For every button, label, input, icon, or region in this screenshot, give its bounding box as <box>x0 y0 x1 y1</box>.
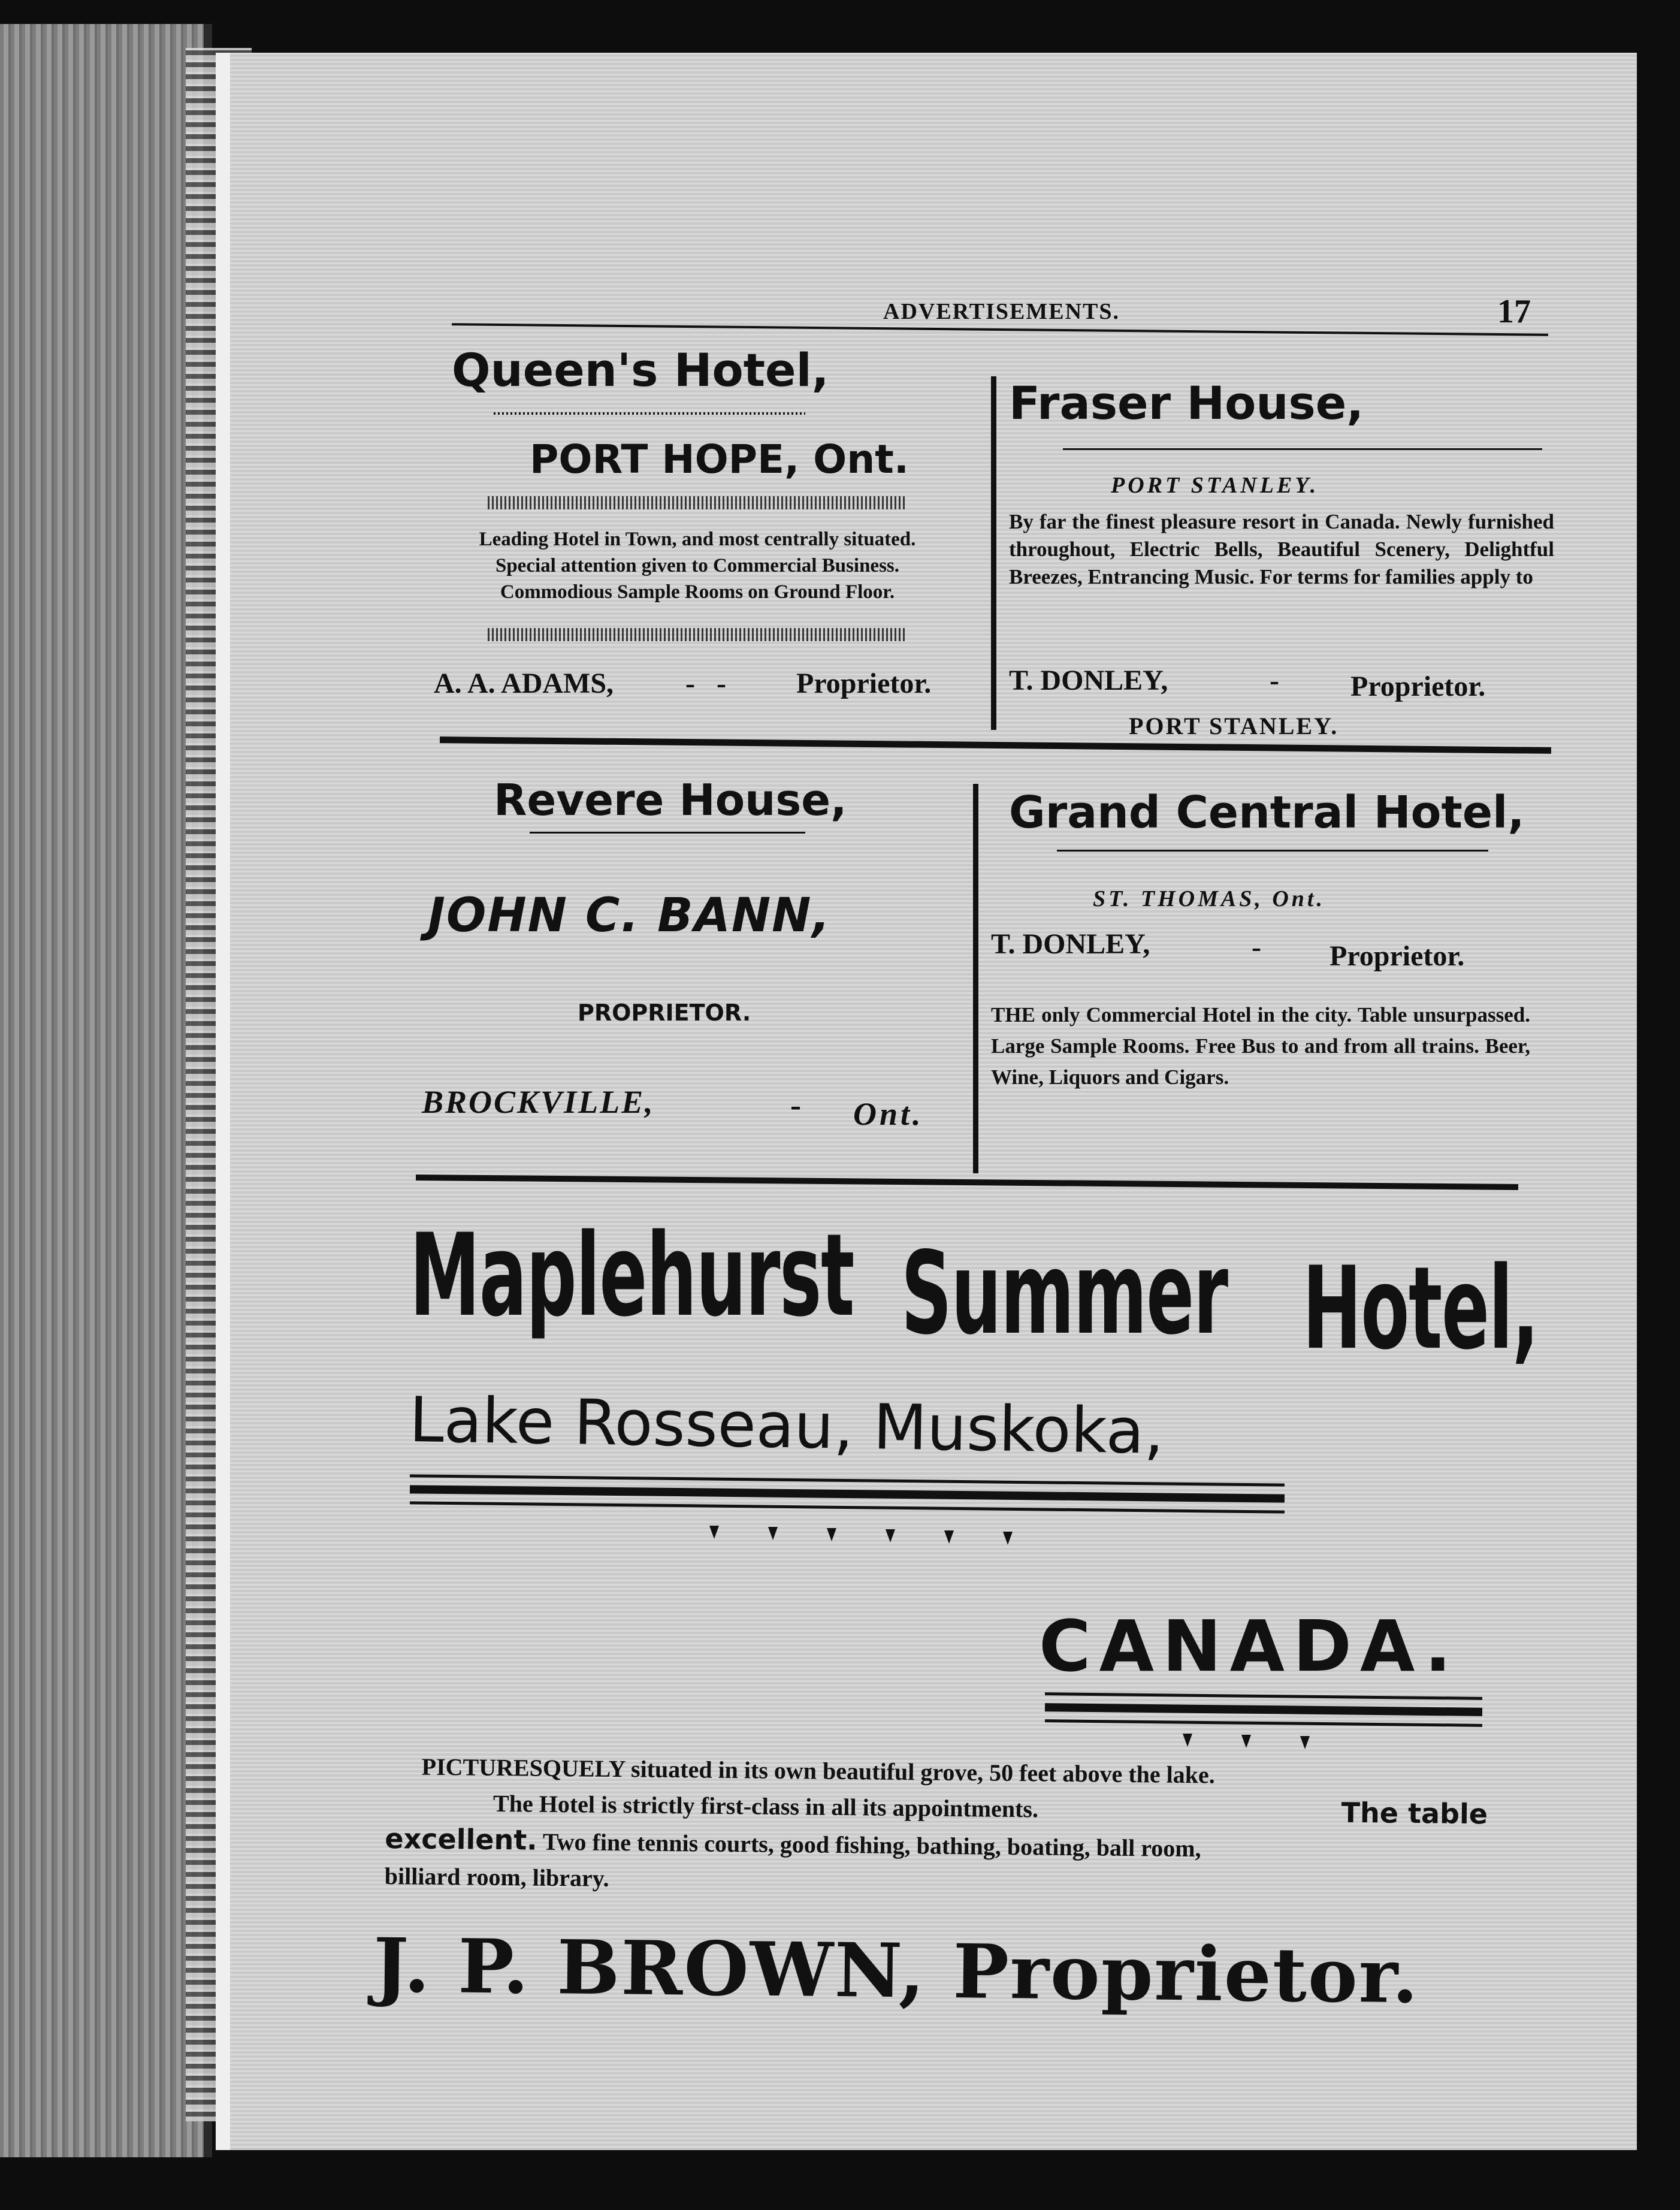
queens-title: Queen's Hotel, <box>452 343 829 397</box>
maplehurst-location: Lake Rosseau, Muskoka, <box>409 1383 1165 1468</box>
queens-dashes: - - <box>685 668 726 699</box>
country-rule-3 <box>1045 1719 1482 1727</box>
maplehurst-proprietor: J. P. BROWN, Proprietor. <box>373 1922 1420 2021</box>
description-text: The Hotel is strictly first-class in all its appointments. <box>492 1789 1039 1823</box>
revere-name: JOHN C. BANN, <box>428 889 832 943</box>
fraser-proprietor-label: Proprietor. <box>1350 671 1486 702</box>
advertisement-page <box>216 53 1637 2150</box>
grand-central-location: ST. THOMAS, Ont. <box>1093 886 1325 911</box>
maplehurst-country: CANADA. <box>1039 1605 1460 1687</box>
fraser-flourish-rule <box>1063 448 1542 450</box>
maplehurst-headline-3: Hotel, <box>1303 1242 1539 1375</box>
country-rule-1 <box>1045 1692 1482 1700</box>
maplehurst-headline-1: Maplehurst <box>410 1209 854 1342</box>
country-rule-2 <box>1045 1703 1482 1716</box>
description-text: Two fine tennis courts, good fishing, bathing, boating, ball room, <box>542 1828 1201 1862</box>
queens-body <box>428 526 967 605</box>
grand-central-body: THE only Commercial Hotel in the city. Table unsurpassed. Large Sample Rooms. Free Bus to and from all trains. Beer, Wine, Liquors and Cigars. <box>991 1003 1530 1089</box>
description-line: billiard room, library. <box>384 1862 609 1892</box>
grand-central-title: Grand Central Hotel, <box>1009 787 1525 838</box>
ornament-pendant <box>1300 1736 1310 1749</box>
ornament-pendant <box>886 1529 895 1542</box>
description-emphasis: excellent. <box>385 1822 537 1856</box>
fraser-title: Fraser House, <box>1009 376 1364 430</box>
grand-central-proprietor-name: T. DONLEY, <box>991 928 1150 960</box>
grand-central-proprietor-label: Proprietor. <box>1330 940 1465 972</box>
grand-central-dash: - <box>1252 931 1261 963</box>
revere-town: BROCKVILLE, <box>422 1084 655 1120</box>
revere-province: Ont. <box>853 1096 924 1132</box>
column-divider-top <box>991 376 996 730</box>
queens-dotted-rule-bottom <box>488 628 907 641</box>
ornament-pendant <box>1003 1532 1013 1545</box>
fraser-proprietor-name: T. DONLEY, <box>1009 665 1168 696</box>
section-rule-1 <box>440 736 1551 754</box>
book-binding <box>0 24 212 2157</box>
location-rule-3 <box>410 1501 1285 1513</box>
revere-role: PROPRIETOR. <box>578 1000 751 1026</box>
ornament-pendant <box>827 1528 836 1541</box>
location-rule-1 <box>410 1474 1285 1486</box>
revere-dash: - <box>790 1087 801 1123</box>
ornament-pendant <box>1241 1735 1251 1748</box>
queens-dotted-rule-top <box>488 496 907 509</box>
location-rule-2 <box>410 1485 1285 1502</box>
running-head: ADVERTISEMENTS. <box>883 299 1120 324</box>
fraser-footer: PORT STANLEY. <box>1129 712 1339 739</box>
queens-proprietor-label: Proprietor. <box>796 668 932 699</box>
ornament-pendant <box>709 1526 719 1539</box>
fraser-dash: - <box>1270 665 1279 696</box>
queens-body-line: Leading Hotel in Town, and most centrally situated. <box>479 529 916 550</box>
fraser-body: By far the finest pleasure resort in Canada. Newly furnished throughout, Electric Bells, Beautiful Scenery, Delightful Breezes, Entrancing Music. For terms for families apply to <box>1009 510 1554 588</box>
section-rule-2 <box>416 1175 1518 1190</box>
grand-central-underline <box>1057 850 1488 852</box>
queens-flourish <box>494 412 805 415</box>
queens-location: PORT HOPE, Ont. <box>530 436 909 482</box>
ornament-pendant <box>944 1530 954 1544</box>
column-divider-bottom <box>973 784 978 1173</box>
maplehurst-description <box>384 1749 1488 1906</box>
description-emphasis: The table <box>1341 1796 1488 1831</box>
ornament-pendant <box>1183 1734 1192 1747</box>
maplehurst-headline-2: Summer <box>901 1227 1228 1360</box>
ornament-pendant <box>768 1527 778 1540</box>
description-line: PICTURESQUELY situated in its own beautiful grove, 50 feet above the lake. <box>421 1753 1215 1789</box>
revere-underline <box>530 832 805 834</box>
revere-title: Revere House, <box>494 775 847 825</box>
fraser-location: PORT STANLEY. <box>1111 473 1319 498</box>
page-number: 17 <box>1497 293 1531 330</box>
header-rule <box>452 323 1548 336</box>
queens-body-line: Special attention given to Commercial Business. <box>495 555 900 576</box>
queens-proprietor-name: A. A. ADAMS, <box>434 668 614 699</box>
queens-body-line: Commodious Sample Rooms on Ground Floor. <box>500 581 895 603</box>
